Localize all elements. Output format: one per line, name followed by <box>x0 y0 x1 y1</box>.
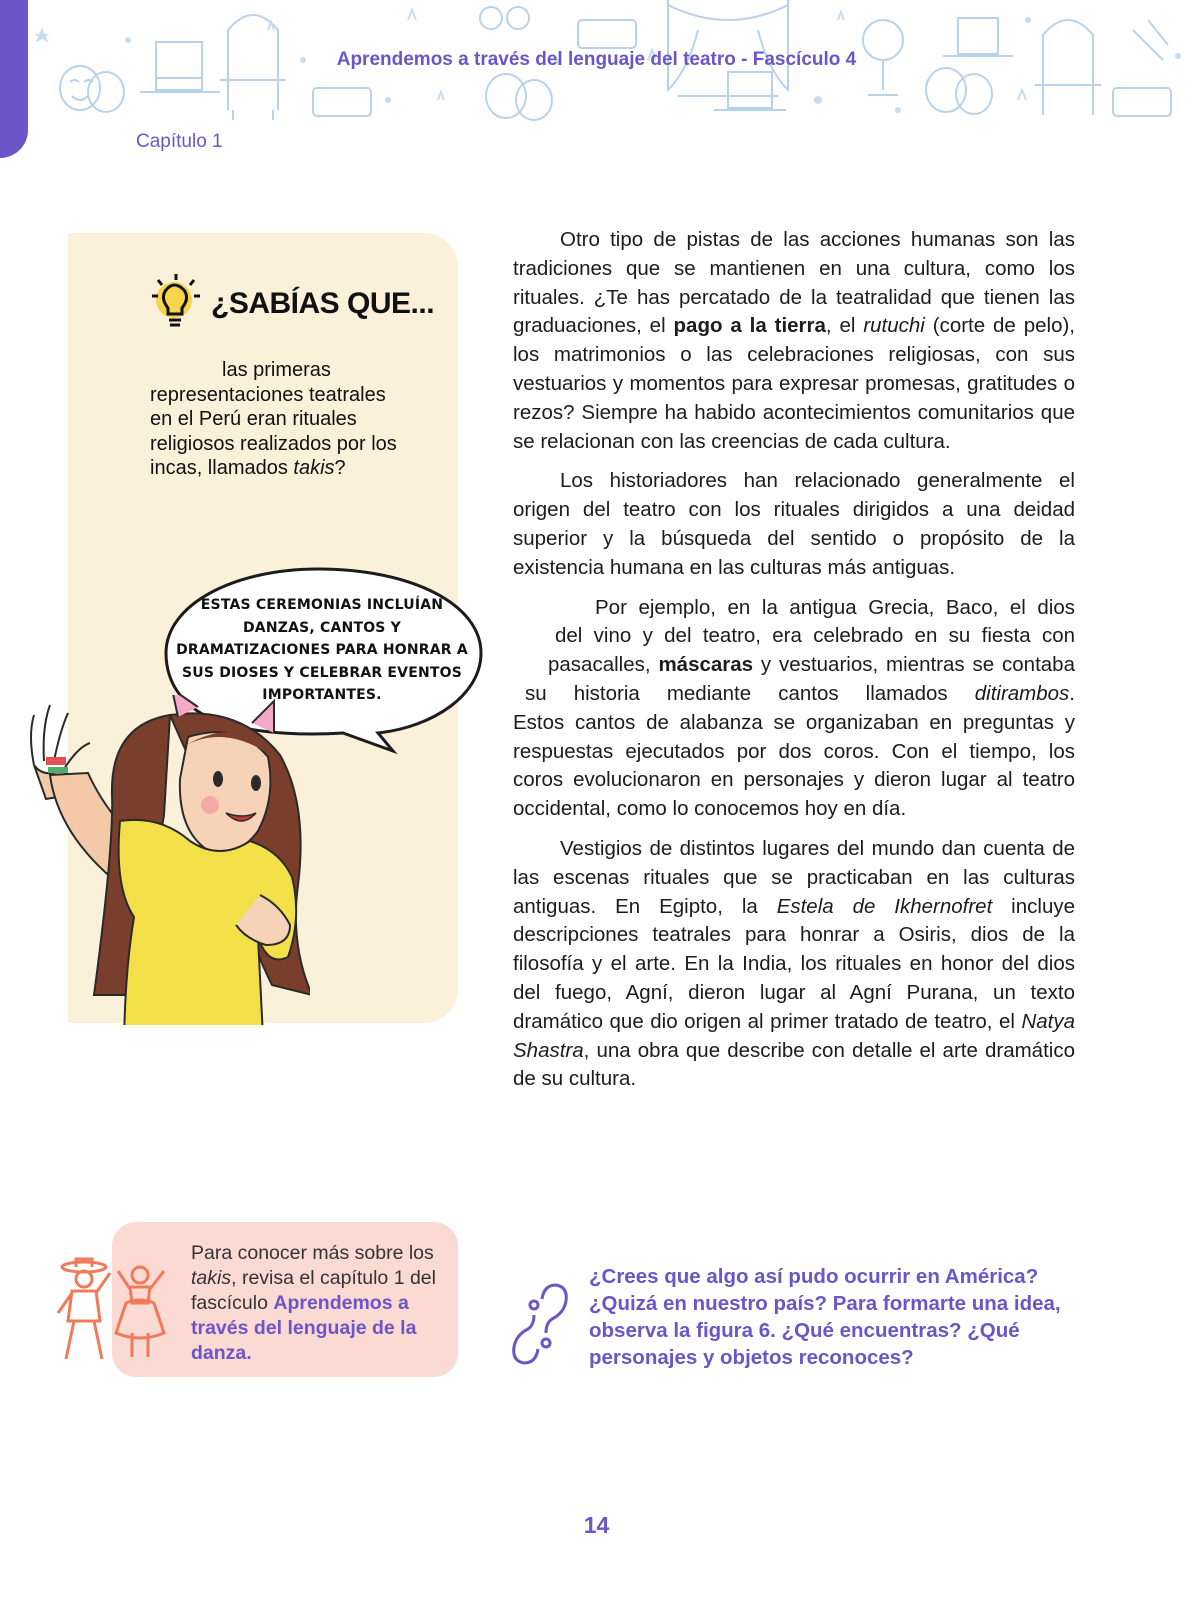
learn-more-text: Para conocer más sobre los takis, revisa el capítulo 1 del fascículo Aprendemos a través del lenguaje de la danza. <box>191 1242 436 1364</box>
speech-bubble-text: ESTAS CEREMONIAS INCLUÍAN DANZAS, CANTOS Y DRAMATIZACIONES PARA HONRAR A SUS DIOSES Y CELEBRAR EVENTOS IMPORTANTES. <box>176 597 468 703</box>
chapter-tab <box>0 0 28 158</box>
learn-more-link[interactable]: Aprendemos a través del lenguaje de la danza. <box>191 1292 417 1364</box>
theater-masks-icon <box>60 66 124 112</box>
theater-masks-icon <box>486 68 992 120</box>
page-number: 14 <box>583 1512 610 1538</box>
did-you-know-title: ¿SABÍAS QUE... <box>211 287 435 320</box>
main-article <box>513 226 1075 1105</box>
reflection-question: ¿Crees que algo así pudo ocurrir en América? ¿Quizá en nuestro país? Para formarte una idea, observa la figura 6. ¿Qué encuentras? ¿Qué personajes y objetos reconoces? <box>589 1265 1061 1369</box>
girl-illustration <box>20 695 310 1025</box>
paragraph: Vestigios de distintos lugares del mundo dan cuenta de las escenas rituales que se practicaban en las culturas antiguas. En Egipto, la Estela de Ikhernofret incluye descripciones teatrales para honrar a Osiris, dios de la filosofía y el arte. En la India, los rituales en honor del dios del fuego, Agní, dieron lugar al Agní Purana, un texto dramático que dio origen al primer tratado de teatro, el Natya Shastra, una obra que describe con detalle el arte dramático de su cultura. <box>513 836 1075 1091</box>
binoculars-icon <box>480 7 529 29</box>
dancers-icon <box>50 1253 176 1365</box>
lightbulb-icon <box>150 270 202 330</box>
paragraph: Otro tipo de pistas de las acciones humanas son las tradiciones que se mantienen en una cultura, como los rituales. ¿Te has percatado de la teatralidad que tienen las graduaciones, el pago a la tierra, el rutuchi (corte de pelo), los matrimonios o las celebraciones religiosas, con sus vestuarios y momentos para expresar promesas, gratitudes o rezos? Siempre ha habido acontecimientos comunitarios que se relacionan con las creencias de cada cultura. <box>513 228 1075 453</box>
did-you-know-text: las primeras representaciones teatrales en el Perú eran rituales religiosos realizados por los incas, llamados takis? <box>150 359 397 479</box>
paragraph: Por ejemplo, en la antigua Grecia, Baco, el dios del vino y del teatro, era celebrado en su fiesta con pasacalles, máscaras y vestuarios, mientras se contaba su historia mediante cantos llamados ditirambos. Estos cantos de alabanza se organizaban en preguntas y respuestas ejecutados por dos coros. Con el tiempo, los coros evolucionaron en personajes y dieron lugar al teatro occidental, como lo conocemos hoy en día. <box>513 595 1075 821</box>
chapter-label: Capítulo 1 <box>136 131 223 152</box>
question-marks-icon <box>512 1281 570 1367</box>
running-title: Aprendemos a través del lenguaje del teatro - Fascículo 4 <box>336 49 857 70</box>
paragraph: Los historiadores han relacionado generalmente el origen del teatro con los rituales dirigidos a una deidad superior y la búsqueda del sentido o propósito de la existencia humana en las culturas más antiguas. <box>513 469 1075 579</box>
